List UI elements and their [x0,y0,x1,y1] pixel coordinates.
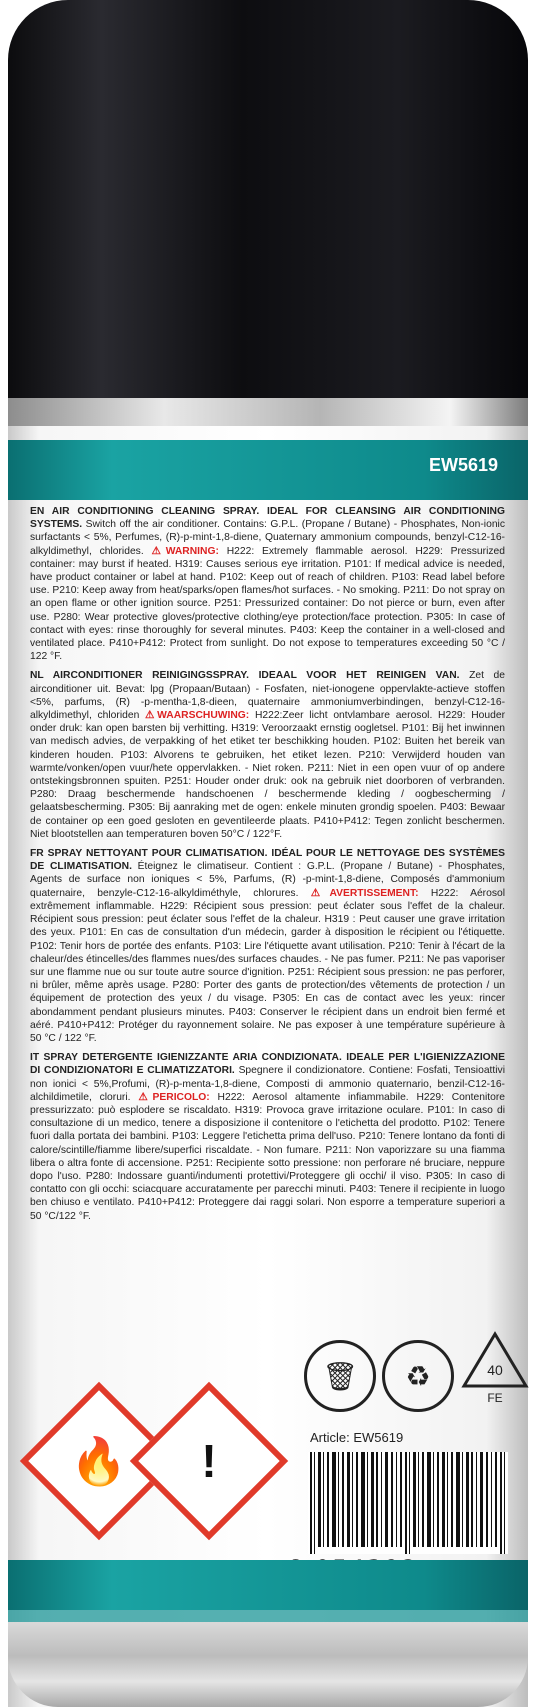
fr-body: Éteignez le climatiseur. Contient : G.P.L. (Propane / Butane) - Phosphates, Agents de surface non ioniques < 5%, Parfums, (R) -p-mint-1,8-diene, Composés d'ammonium quaternaire, benzyle-C12-16-alkyldiméthyle, chlorures. [30,861,505,899]
it-title: IT SPRAY DETERGENTE IGIENIZZANTE ARIA CONDIZIONATA. IDEALE PER L'IGIENIZZAZIONE DI CONDIZIONATORI E CLIMATIZZATORI. [30,1052,505,1077]
dutch-text [30,669,505,841]
en-body2: H222: Extremely flammable aerosol. H229: Pressurized container: may burst if heated. H319: Causes serious eye irritation. P101: If medical advice is needed, have product container or label at hand. P102: Keep out of reach of children. P103: Read label before use. P210: Keep away from heat/sparks/open flames/hot surfaces. - No smoking. P211: Do not spray on an open flame or other ignition source. P251: Pressurized container: Do not pierce or burn, even after use. P280: Wear protective gloves/protective clothing/eye protection/face protection. P305: In case of contact with eyes: rinse thoroughly for several minutes. P403: Keep the container in a well-closed and ventilated place. P410+P412: Protect from sunlight. Do not expose to temperatures exceeding 50 °C / 122 °F. [30,545,505,663]
en-body: Switch off the air conditioner. Contains: G.P.L. (Propane / Butane) - Phosphates, Non-ionic surfactants < 5%, Perfumes, (R)-p-mint-1,8-diene, Quaternary ammonium compounds, benzyl-C12-16-alkyldimethyl, chlorides. [30,519,505,557]
fr-title: FR SPRAY NETTOYANT POUR CLIMATISATION. IDÉAL POUR LE NETTOYAGE DES SYSTÈMES DE CLIMATISATION. [30,848,505,873]
can-cap [8,0,528,420]
fr-body2: H222: Aérosol extrêmement inflammable. H229: Récipient sous pression: peut éclater sous l'effet de la chaleur. Récipient sous pression: peut éclater sous l'effet de la chaleur. H319 : Peut causer une grave irritation des yeux. P101: En cas de consultation d'un médecin, garder à disposition le récipient ou l'étiquette. P102: Tenir hors de portée des enfants. P103: Lire l'étiquette avant utilisation. P210: Tenir à l'écart de la chaleur/des étincelles/des flammes nues/des surfaces chaudes. - Ne pas fumer. P211: Ne pas vaporiser sur une flamme nue ou sur toute autre source d'ignition. P251: Récipient sous pression: ne pas perforer, ni brûler, même après usage. P280: Porter des gants de protection/des vêtements de protection / un équipement de protection des yeux / du visage. P305: En cas de contact avec les yeux: rincer abondamment pendant plusieurs minutes. P403: Conserver le récipient dans un endroit bien fermé et aéré. P410+P412: Protéger du rayonnement solaire. Ne pas exposer à une température supérieure à 50 °C / 122 °F. [30,887,505,1044]
recycle-icon: ♻ [382,1340,454,1412]
fr-warning: ⚠AVERTISSEMENT: [310,887,419,899]
aluminium-recycle-40-fe-icon [460,1330,530,1408]
product-code: EW5619 [428,455,498,475]
nl-title: NL AIRCONDITIONER REINIGINGSSPRAY. IDEAAL VOOR HET REINIGEN VAN. [30,670,460,682]
flammable-hazard-icon: 🔥 [20,1382,178,1540]
article-number: Article: EW5619 [310,1430,404,1445]
nl-body: Zet de airconditioner uit. Bevat: lpg (Propaan/Butaan) - Fosfaten, niet-ionogene oppervlakte-actieve stoffen <5%, parfums, (R) -p-mentha-1,8-dieen, quaternaire ammoniumverbindingen, benzyl-C12-16-alkyldimethyl, chloriden [30,670,505,722]
nl-warning: ⚠WAARSCHUWING: [145,710,250,722]
en-warning: ⚠WARNING: [151,545,219,557]
italian-text [30,1051,505,1223]
it-warning: ⚠PERICOLO: [138,1091,210,1103]
it-body2: H222: Aerosol altamente infiammabile. H229: Contenitore pressurizzato: può esplodere se riscaldato. H319: Provoca grave irritazione oculare. P101: In caso di consultazione di un medico, tenere a disposizione il contenitore o l'etichetta del prodotto. P102: Tenere fuori dalla portata dei bambini. P103: Leggere l'etichetta prima dell'uso. P210: Tenere lontano da fonti di calore/scintille/fiamme libere/superfici riscaldate. - Non fumare. P211: Non vaporizzare su una fiamma libera o altra fonte di accensione. P251: Recipiente sotto pressione: non perforare né bruciare, neppure dopo l'uso. P280: Indossare guanti/indumenti protettivi/Proteggere gli occhi/ il viso. P305: In caso di contatto con gli occhi: sciacquare accuratamente per parecchi minuti. P403: Tenere il recipiente in luogo ben chiuso e ventilato. P410+P412: Proteggere dai raggi solari. Non esporre a temperature superiori a 50 °C/122 °F. [30,1091,505,1222]
can-bottom-rim [8,1622,528,1707]
cap-ring [8,398,528,426]
english-text [30,505,505,663]
barcode [308,1452,508,1554]
waste-bin-icon: 🗑 [304,1340,376,1412]
recycle-material: FE [487,1391,503,1405]
teal-band-bottom [8,1560,528,1610]
nl-body2: H222:Zeer licht ontvlambare aerosol. H229: Houder onder druk: kan open barsten bij verhitting. H319: Veroorzaakt ernstig oogletsel. P101: Bij het inwinnen van medisch advies, de verpakking of het etiket ter beschikking houden. P102: Buiten het bereik van kinderen houden. P103: Alvorens te gebruiken, het etiket lezen. P210: Verwijderd houden van warmte/vonken/open vuur/hete oppervlakken. - Niet roken. P211: Niet in een open vuur of op andere ontstekingsbronnen spuiten. P251: Houder onder druk: ook na gebruik niet doorboren of verbranden. P280: Draag beschermende handschoenen / beschermende kleding / oogbescherming / gelaatsbescherming. P305: Bij aanraking met de ogen: enkele minuten grondig spoelen. P403: Bewaar de container op een goed gesloten en geventileerde plaats. P410+P412: Tegen zonlicht beschermen. Niet blootstellen aan temperaturen boven 50°C / 122°F. [30,710,505,840]
exclamation-hazard-icon: ! [130,1382,288,1540]
recycle-number: 40 [487,1362,503,1378]
spray-can [8,0,528,1707]
en-title: EN AIR CONDITIONING CLEANING SPRAY. IDEAL FOR CLEANSING AIR CONDITIONING SYSTEMS. [30,506,505,531]
teal-stripe [8,1610,528,1622]
it-body: Spegnere il condizionatore. Contiene: Fosfati, Tensioattivi non ionici < 5%,Profumi, (R)-p-menta-1,8-diene, Composti di ammonio quaternario, benzil-C12-16-alchildimetile, cloruri. [30,1065,505,1103]
french-text [30,847,505,1045]
